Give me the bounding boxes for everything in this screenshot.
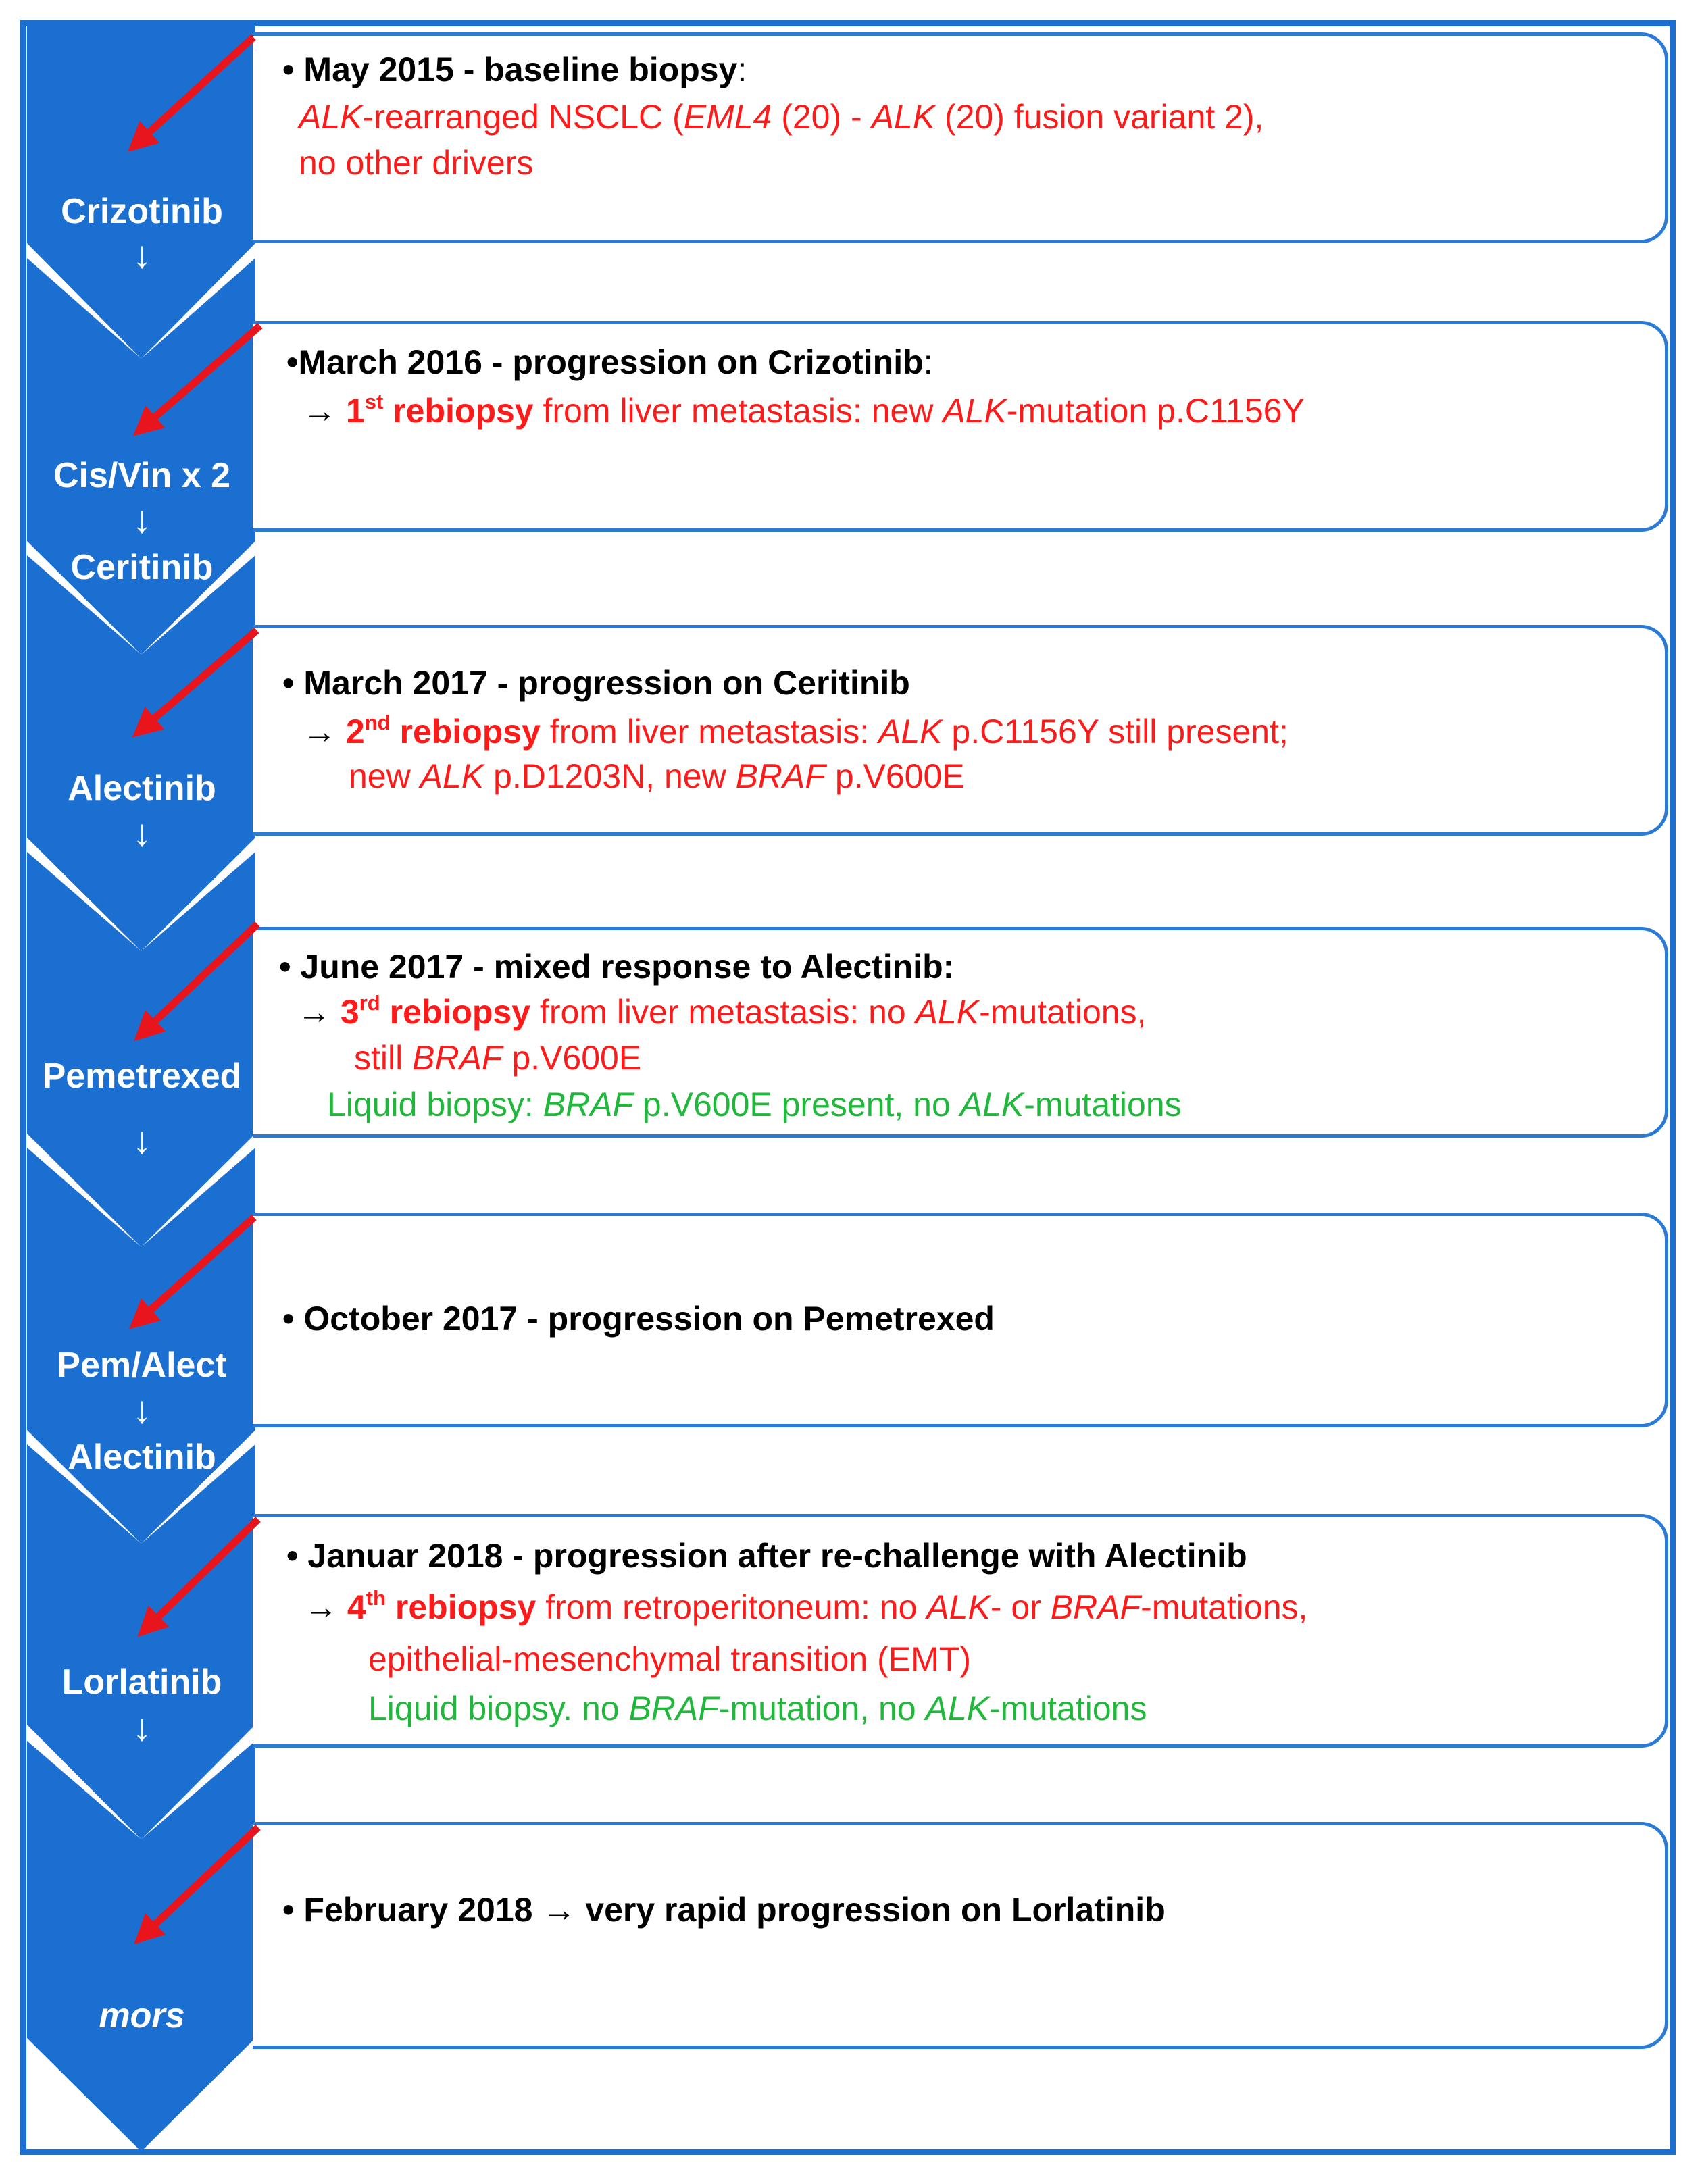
event-1-drivers: no other drivers <box>299 144 534 182</box>
therapy-label-ceritinib: Ceritinib <box>70 548 214 587</box>
event-2-rebiopsy: → 1st rebiopsy from liver metastasis: new ALK-mutation p.C1156Y <box>303 390 1305 430</box>
down-arrow-icon: ↓ <box>132 811 151 854</box>
down-arrow-icon: ↓ <box>132 1119 151 1161</box>
therapy-label-alectinib: Alectinib <box>68 769 216 808</box>
down-arrow-icon: ↓ <box>132 1706 151 1748</box>
event-1-finding: ALK-rearranged NSCLC (EML4 (20) - ALK (20) fusion variant 2), <box>299 98 1264 136</box>
therapy-label-cis-vin: Cis/Vin x 2 <box>53 456 231 495</box>
therapy-label-lorlatinib: Lorlatinib <box>61 1662 222 1702</box>
event-4-braf: still BRAF p.V600E <box>354 1039 642 1077</box>
event-6-rebiopsy: → 4th rebiopsy from retroperitoneum: no ALK- or BRAF-mutations, <box>304 1586 1308 1626</box>
red-arrow-1 <box>136 37 253 144</box>
therapy-label-alectinib-rechallenge: Alectinib <box>68 1438 216 1477</box>
red-arrow-2 <box>142 326 260 428</box>
therapy-label-pemetrexed: Pemetrexed <box>42 1057 242 1096</box>
therapy-label-crizotinib: Crizotinib <box>61 192 223 231</box>
event-6-liquid-biopsy: Liquid biopsy. no BRAF-mutation, no ALK-mutations <box>368 1690 1147 1727</box>
down-arrow-icon: ↓ <box>132 233 151 276</box>
event-5-title: • October 2017 - progression on Pemetrexed <box>282 1300 995 1338</box>
down-arrow-icon: ↓ <box>132 1388 151 1431</box>
red-arrow-7 <box>143 1827 258 1936</box>
event-4-title: • June 2017 - mixed response to Alectinib: <box>279 948 955 986</box>
red-arrow-5 <box>138 1217 254 1321</box>
event-3-rebiopsy: → 2nd rebiopsy from liver metastasis: ALK p.C1156Y still present; <box>303 711 1288 751</box>
red-arrow-6 <box>146 1519 258 1629</box>
event-3-new-mutations: new ALK p.D1203N, new BRAF p.V600E <box>349 757 965 795</box>
event-6-emt: epithelial-mesenchymal transition (EMT) <box>368 1640 971 1678</box>
event-3-title: • March 2017 - progression on Ceritinib <box>282 664 910 702</box>
event-7-title: • February 2018 → very rapid progression on Lorlatinib <box>282 1891 1166 1929</box>
therapy-label-pem-alect: Pem/Alect <box>57 1346 227 1385</box>
event-4-rebiopsy: → 3rd rebiopsy from liver metastasis: no ALK-mutations, <box>297 991 1147 1031</box>
red-arrow-3 <box>141 630 257 730</box>
therapy-label-mors: mors <box>99 1996 185 2035</box>
event-2-title: •March 2016 - progression on Crizotinib: <box>286 343 933 381</box>
red-arrow-4 <box>143 924 257 1033</box>
event-6-title: • Januar 2018 - progression after re-challenge with Alectinib <box>286 1537 1247 1575</box>
down-arrow-icon: ↓ <box>132 498 151 540</box>
event-4-liquid-biopsy: Liquid biopsy: BRAF p.V600E present, no ALK-mutations <box>327 1086 1182 1123</box>
event-1-title: • May 2015 - baseline biopsy: <box>282 51 747 88</box>
